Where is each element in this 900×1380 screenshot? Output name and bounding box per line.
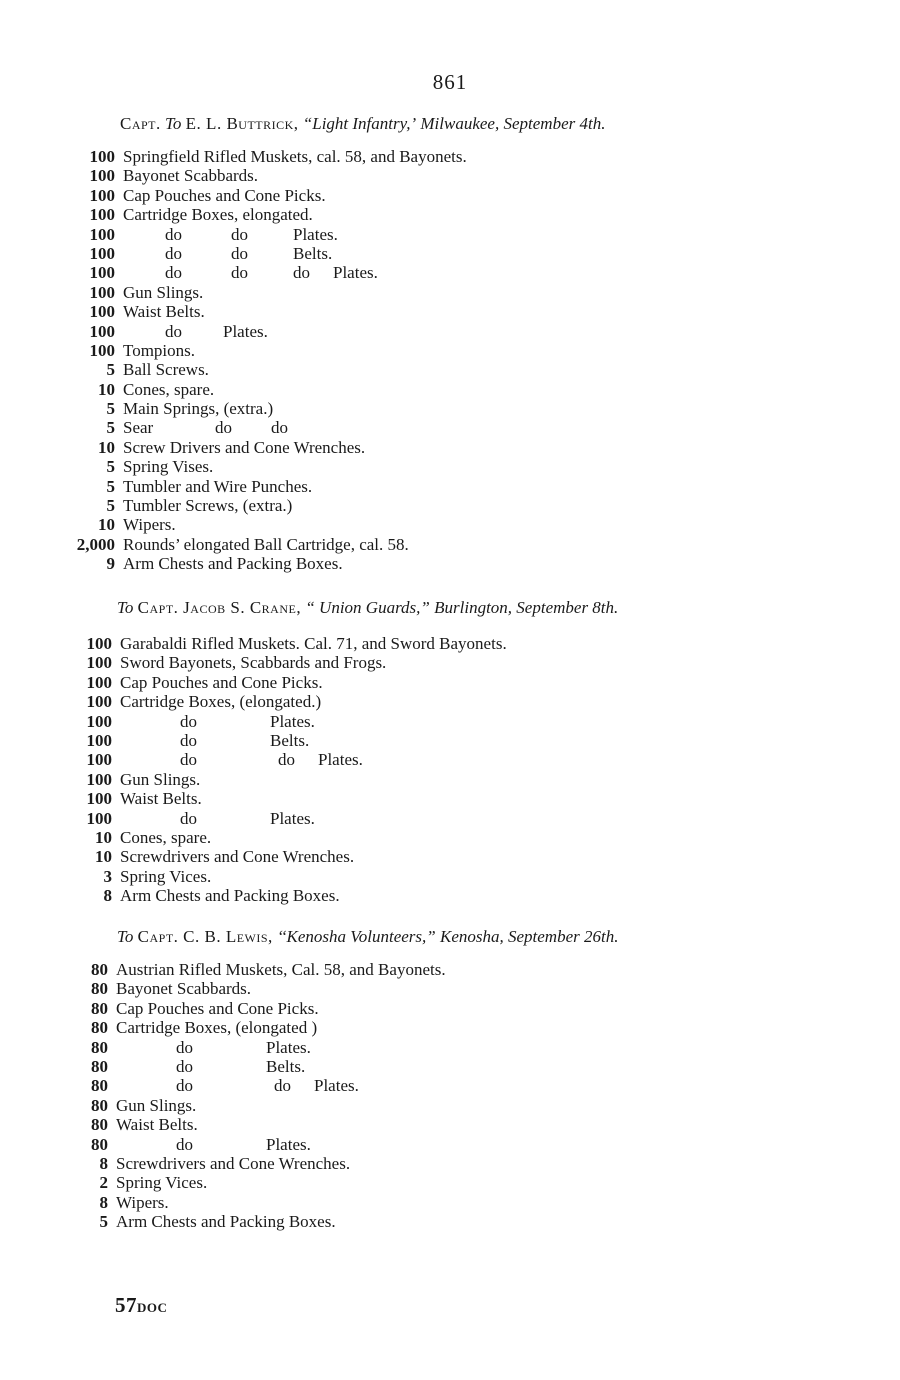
ditto-mark: do [176,1134,193,1154]
item-description: Bayonet Scabbards. [116,979,252,999]
item-quantity: 100 [86,634,112,653]
heading-place-date: Milwaukee, September 4th. [420,114,606,133]
item-quantity: 80 [91,1095,108,1115]
item-word: Plates. [223,321,268,341]
item-description: Rounds’ elongated Ball Cartridge, cal. 58. [123,534,409,554]
ditto-mark: do [293,263,310,283]
item-description: Cap Pouches and Cone Picks. [120,672,323,692]
item-description: Screwdrivers and Cone Wrenches. [116,1153,351,1173]
item-description: Spring Vices. [120,866,212,886]
item-description: Tumbler Screws, (extra.) [123,496,293,516]
ditto-mark: do [165,243,182,263]
footer-doc: DOC [137,1300,168,1315]
footer-number: 57 [115,1293,137,1317]
item-quantity: 100 [86,769,112,789]
item-quantity: 100 [86,789,112,809]
item-quantity: 100 [89,166,115,186]
item-description: Tumbler and Wire Punches. [123,476,313,496]
item-quantity: 80 [91,1134,108,1154]
ditto-mark: do [176,1037,193,1057]
item-description: Tompions. [123,340,196,360]
item-quantity: 5 [106,399,115,419]
ditto-mark: do [231,243,248,263]
heading-company: “ Union Guards,” [305,598,430,617]
item-quantity: 2,000 [76,534,115,554]
item-quantity: 80 [91,1076,108,1096]
item-description: Spring Vises. [123,457,214,477]
ditto-mark: do [165,321,182,341]
item-quantity: 100 [89,224,115,244]
item-description: Cartridge Boxes, (elongated.) [120,692,322,712]
item-word: Plates. [270,808,315,828]
item-quantity: 5 [106,360,115,380]
ditto-mark: do [180,711,197,731]
item-description: Cartridge Boxes, (elongated ) [116,1018,318,1038]
heading-name: E. L. Buttrick, [185,114,299,133]
section-heading [120,114,605,134]
ditto-mark: do [231,224,248,244]
item-description: Cap Pouches and Cone Picks. [123,185,326,205]
item-quantity: 100 [86,750,112,770]
ditto-mark: do [180,750,197,770]
item-quantity: 10 [95,847,112,867]
item-quantity: 100 [89,205,115,225]
item-word: Belts. [270,730,310,750]
ditto-mark: do [180,730,197,750]
item-description: Screw Drivers and Cone Wrenches. [123,437,366,457]
item-word: Plates. [293,224,338,244]
item-quantity: 100 [86,672,112,692]
item-description: Wipers. [116,1192,169,1212]
ditto-mark: do [180,808,197,828]
item-word: Plates. [314,1076,359,1096]
item-word: Belts. [293,243,333,263]
item-quantity: 5 [106,496,115,516]
item-quantity: 10 [95,827,112,847]
item-quantity: 80 [91,1056,108,1076]
item-word: Plates. [266,1037,311,1057]
item-description: Ball Screws. [123,360,209,380]
ditto-mark: do [274,1076,291,1096]
item-description: Gun Slings. [116,1095,197,1115]
item-description: Austrian Rifled Muskets, Cal. 58, and Bayonets. [116,960,446,979]
heading-name: Capt. C. B. Lewis, [137,927,273,946]
item-description: Cones, spare. [120,827,212,847]
ditto-mark: do [176,1076,193,1096]
item-quantity: 100 [86,711,112,731]
item-quantity: 80 [91,998,108,1018]
footer-mark [115,1293,167,1318]
item-description: Waist Belts. [123,302,205,322]
ditto-mark: do [165,224,182,244]
heading-company: ‘‘Kenosha Volunteers,” [277,927,436,946]
item-description: Arm Chests and Packing Boxes. [123,554,343,574]
item-quantity: 100 [89,302,115,322]
item-quantity: 8 [99,1192,108,1212]
item-quantity: 10 [98,515,115,535]
item-quantity: 5 [106,457,115,477]
item-description: Screwdrivers and Cone Wrenches. [120,847,355,867]
item-quantity: 5 [99,1212,108,1232]
ditto-mark: do [278,750,295,770]
item-quantity: 10 [98,379,115,399]
item-word: Belts. [266,1056,306,1076]
item-quantity: 100 [86,730,112,750]
item-quantity: 10 [98,437,115,457]
item-quantity: 80 [91,979,108,999]
ditto-mark: do [231,263,248,283]
item-description: Bayonet Scabbards. [123,166,259,186]
item-description: Springfield Rifled Muskets, cal. 58, and Bayonets. [123,147,467,166]
item-quantity: 100 [89,147,115,166]
heading-to: To [117,927,134,946]
item-word: Plates. [270,711,315,731]
heading-to: To [165,114,182,133]
item-description: Wipers. [123,515,176,535]
item-quantity: 9 [106,554,115,574]
heading-to: To [117,598,134,617]
item-quantity: 100 [89,263,115,283]
ditto-mark: do [176,1056,193,1076]
item-word: Sear [123,418,154,438]
item-description: Cones, spare. [123,379,215,399]
item-quantity: 5 [106,418,115,438]
item-quantity: 80 [91,1115,108,1135]
item-description: Spring Vices. [116,1173,208,1193]
item-quantity: 100 [89,282,115,302]
ditto-mark: do [165,263,182,283]
item-quantity: 80 [91,1037,108,1057]
item-description: Waist Belts. [116,1115,198,1135]
ditto-mark: do [215,418,232,438]
item-quantity: 100 [86,653,112,673]
item-description: Arm Chests and Packing Boxes. [116,1212,336,1232]
page-number: 861 [432,70,468,94]
item-quantity: 2 [99,1173,108,1193]
heading-place-date: Burlington, September 8th. [434,598,619,617]
item-quantity: 100 [89,321,115,341]
item-quantity: 80 [91,1018,108,1038]
item-description: Arm Chests and Packing Boxes. [120,886,340,906]
heading-lead: Capt. [120,114,161,133]
item-quantity: 3 [103,866,112,886]
item-quantity: 100 [86,808,112,828]
item-word: Plates. [318,750,363,770]
heading-name: Capt. Jacob S. Crane, [137,598,302,617]
item-description: Sword Bayonets, Scabbards and Frogs. [120,653,387,673]
item-quantity: 5 [106,476,115,496]
item-quantity: 100 [89,185,115,205]
item-description: Garabaldi Rifled Muskets. Cal. 71, and Sword Bayonets. [120,634,507,653]
item-description: Gun Slings. [123,282,204,302]
item-description: Gun Slings. [120,769,201,789]
item-word: Plates. [266,1134,311,1154]
item-description: Cap Pouches and Cone Picks. [116,998,319,1018]
item-word: Plates. [333,263,378,283]
item-quantity: 100 [89,340,115,360]
item-description: Cartridge Boxes, elongated. [123,205,313,225]
item-description: Main Springs, (extra.) [123,399,274,419]
heading-company: “Light Infantry,’ [302,114,417,133]
item-quantity: 100 [89,243,115,263]
item-quantity: 8 [103,886,112,906]
ditto-mark: do [271,418,288,438]
item-quantity: 80 [91,960,108,979]
item-description: Waist Belts. [120,789,202,809]
section-heading [117,598,618,618]
heading-place-date: Kenosha, September 26th. [439,927,619,946]
section-heading [117,927,618,947]
item-quantity: 100 [86,692,112,712]
item-quantity: 8 [99,1153,108,1173]
